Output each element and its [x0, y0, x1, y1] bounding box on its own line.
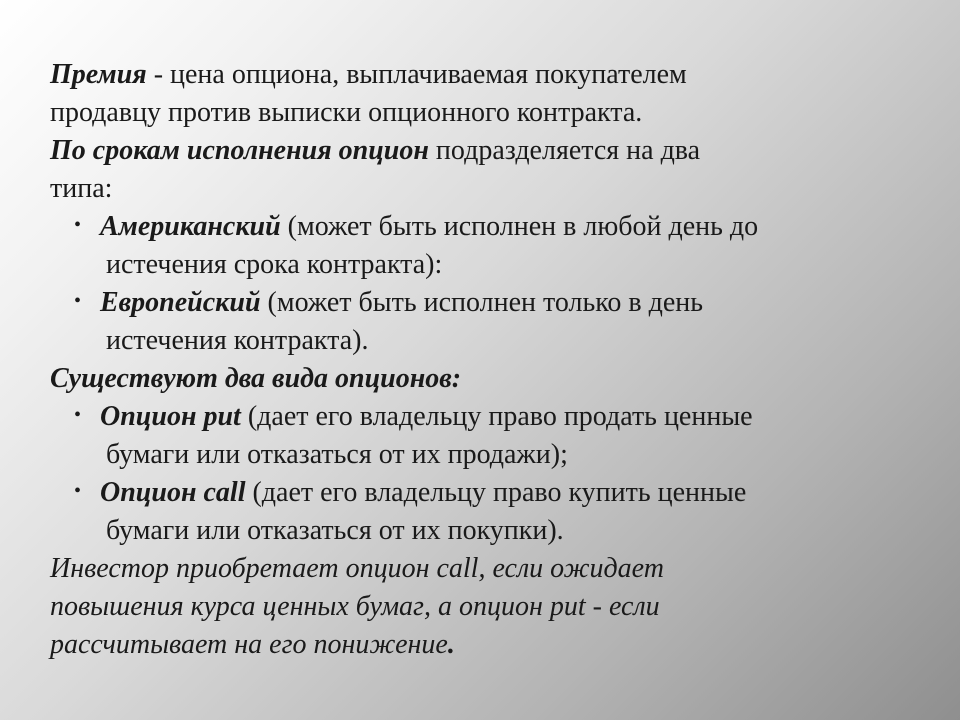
- european-text: (может быть исполнен только в день: [260, 287, 704, 318]
- premium-term: Премия: [50, 59, 147, 90]
- terms-term: По срокам исполнения опцион: [50, 135, 429, 166]
- put-continuation: бумаги или отказаться от их продажи);: [106, 439, 568, 470]
- bullet-icon: •: [74, 404, 82, 426]
- american-item: [50, 208, 930, 246]
- investor-end-mark: .: [447, 629, 455, 660]
- bullet-icon: •: [74, 290, 82, 312]
- call-item: [50, 474, 930, 512]
- terms-line-1: [50, 132, 930, 170]
- put-text: (дает его владельцу право продать ценные: [240, 401, 753, 432]
- terms-line-2: типа:: [50, 173, 113, 204]
- investor-line-3-text: рассчитывает на его понижение: [50, 629, 448, 660]
- european-term: Европейский: [100, 287, 261, 318]
- put-term: Опцион put: [100, 401, 241, 432]
- american-term: Американский: [100, 211, 281, 242]
- investor-line-3: [50, 626, 930, 664]
- premium-line-2: продавцу против выписки опционного контракта.: [50, 97, 643, 128]
- bullet-icon: •: [74, 480, 82, 502]
- european-continuation: истечения контракта).: [106, 325, 369, 356]
- investor-line-2: повышения курса ценных бумаг, а опцион put - если: [50, 591, 660, 622]
- american-text: (может быть исполнен в любой день до: [280, 211, 759, 242]
- terms-text: подразделяется на два: [428, 135, 701, 166]
- european-item: [50, 284, 930, 322]
- premium-definition: - цена опциона, выплачиваемая покупателем: [146, 59, 687, 90]
- bullet-icon: •: [74, 214, 82, 236]
- put-item: [50, 398, 930, 436]
- american-continuation: истечения срока контракта):: [106, 249, 443, 280]
- kinds-heading: Существуют два вида опционов:: [50, 363, 462, 394]
- premium-line-1: [50, 56, 930, 94]
- call-continuation: бумаги или отказаться от их покупки).: [106, 515, 564, 546]
- call-term: Опцион call: [100, 477, 246, 508]
- investor-line-1: Инвестор приобретает опцион call, если ожидает: [50, 553, 664, 584]
- call-text: (дает его владельцу право купить ценные: [245, 477, 747, 508]
- slide-content: [50, 56, 930, 664]
